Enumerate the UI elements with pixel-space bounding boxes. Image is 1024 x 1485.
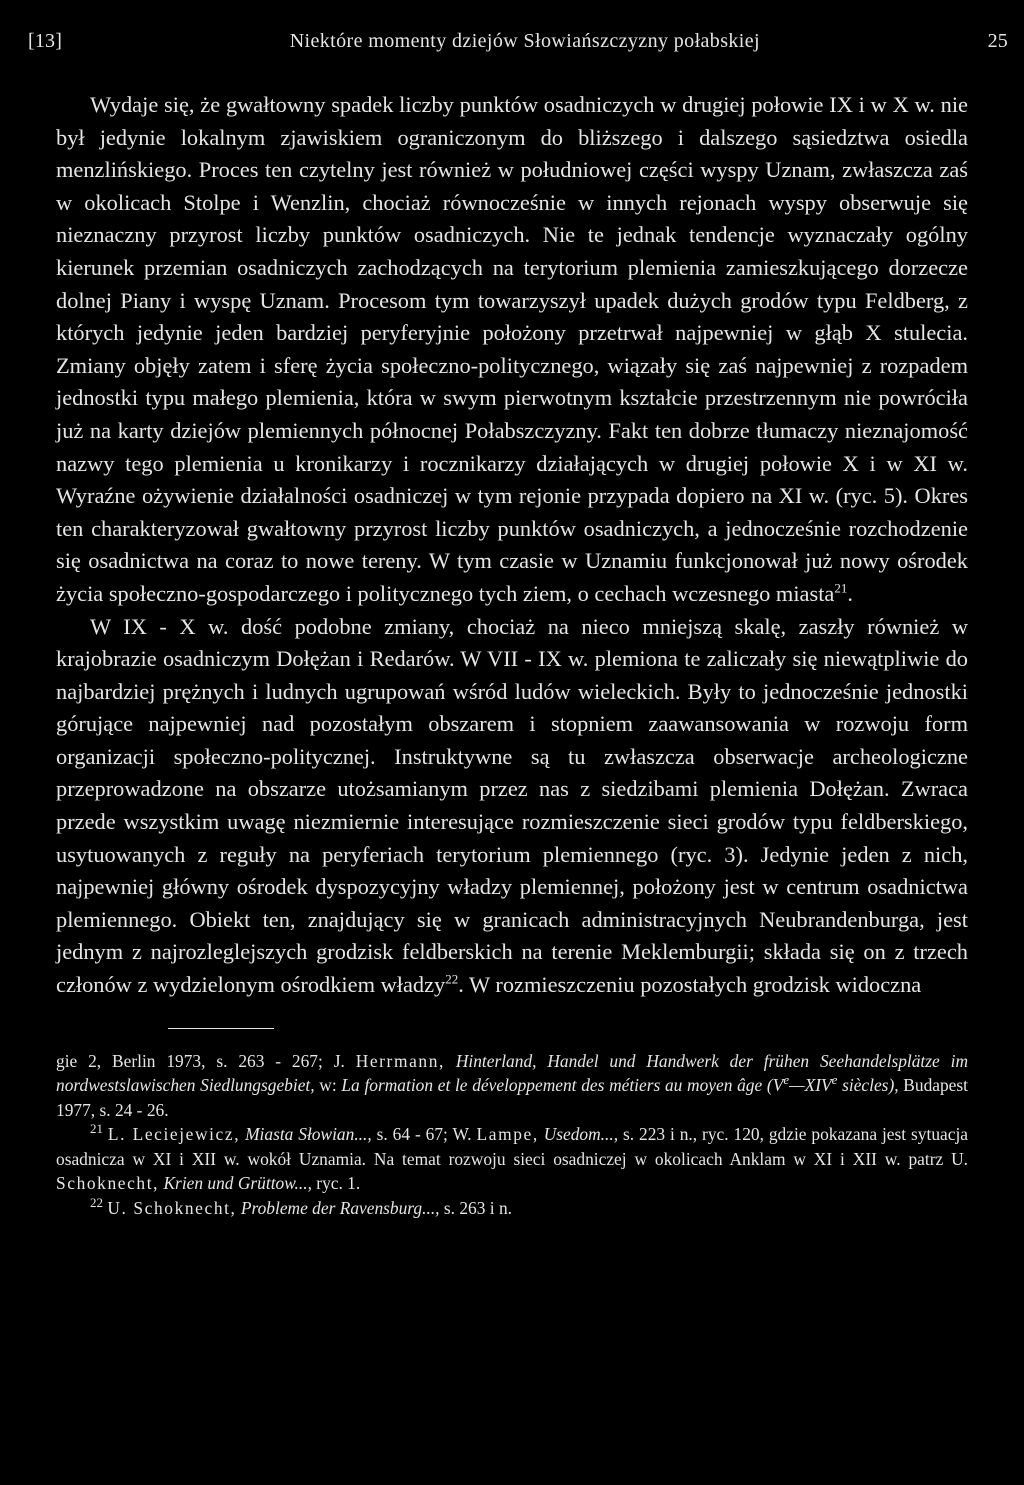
- footnote-title-part: La formation et le développement des métiers au moyen âge (V: [341, 1075, 784, 1096]
- superscript: e: [783, 1072, 790, 1088]
- footnote-text: Budapest 1977, s. 24 - 26.: [56, 1075, 969, 1120]
- footnote-author: L. Leciejewicz,: [107, 1124, 241, 1145]
- footnote-text: s. 223 i n., ryc. 120, gdzie pokazana jest sytuacja osadnicza w XI i XII w. wokół Uznamia. Na temat rozwoju sieci osadniczej w okolicach Anklam w XI i XII w. patrz U.: [56, 1124, 968, 1169]
- footnote-title-part: siècles),: [837, 1075, 899, 1096]
- footnote-text: w:: [314, 1075, 342, 1096]
- footnote-title: Probleme der Ravensburg...,: [240, 1197, 440, 1218]
- footnote-author: Schoknecht,: [56, 1173, 160, 1194]
- footnote-text: gie 2, Berlin 1973, s. 263 - 267; J.: [56, 1050, 356, 1071]
- running-head: [28, 30, 1008, 53]
- footnote-continuation: [56, 1049, 968, 1123]
- footnote-title: Hinterland, Handel und Handwerk der frühen Seehandelsplätze im nordwestslawischen Siedlungsgebiet,: [56, 1050, 968, 1096]
- footnote-author: Lampe,: [476, 1124, 539, 1145]
- paragraph-end: .: [847, 580, 853, 606]
- running-title: Niektóre momenty dziejów Słowiańszczyzny połabskiej: [289, 30, 760, 52]
- footnote-title-part: —XIV: [789, 1075, 832, 1096]
- footnote-author: Herrmann,: [355, 1050, 445, 1071]
- footnote-22: [56, 1196, 968, 1221]
- footnotes: [56, 1049, 968, 1221]
- footnote-title: Miasta Słowian...,: [245, 1124, 372, 1145]
- paragraph-text: Wydaje się, że gwałtowny spadek liczby punktów osadniczych w drugiej połowie IX i w X w. nie był jedynie lokalnym zjawiskiem ograniczonym do bliższego i dalszego sąsiedztwa osiedla menzlińskiego. Proces ten czytelny jest również w południowej części wyspy Uznam, zwłaszcza zaś w okolicach Stolpe i Wenzlin, chociaż równocześnie w innych rejonach wyspy obserwuje się nieznaczny przyrost liczby punktów osadniczych. Nie te jednak tendencje wyznaczały ogólny kierunek przemian osadniczych zachodzących na terytorium plemienia zamieszkującego dorzecze dolnej Piany i wyspę Uznam. Procesom tym towarzyszył upadek dużych grodów typu Feldberg, z których jedynie jeden bardziej peryferyjnie położony przetrwał najpewniej w głąb X stulecia. Zmiany objęły zatem i sferę życia społeczno-politycznego, wiązały się zaś najpewniej z rozpadem jednostki typu małego plemienia, która w swym pierwotnym kształcie przestrzennym nie powróciła już na karty dziejów plemiennych północnej Połabszczyzny. Fakt ten dobrze tłumaczy nieznajomość nazwy tego plemienia u kronikarzy i rocznikarzy działających w drugiej połowie X i w XI w. Wyraźne ożywienie działalności osadniczej w tym rejonie przypada dopiero na XI w. (ryc. 5). Okres ten charakteryzował gwałtowny przyrost liczby punktów osadniczych, a jednocześnie rozchodzenie się osadnictwa na coraz to nowe tereny. W tym czasie w Uznamiu funkcjonował już nowy ośrodek życia społeczno-gospodarczego i politycznego tych ziem, o cechach wczesnego miasta: [56, 92, 968, 606]
- footnote-title: Usedom...,: [543, 1124, 619, 1145]
- footnote-ref-22[interactable]: 22: [445, 971, 459, 987]
- footnote-text: ryc. 1.: [311, 1173, 361, 1194]
- superscript: e: [831, 1072, 838, 1088]
- book-page: [28, 30, 1008, 1220]
- page-number: 25: [987, 30, 1008, 52]
- paragraph: [56, 89, 968, 611]
- footnote-title: [341, 1072, 899, 1096]
- paragraph-end: . W rozmieszczeniu pozostałych grodzisk widoczna: [458, 972, 922, 998]
- footnote-title: Krien und Grüttow...,: [163, 1173, 312, 1194]
- footnote-separator: [168, 1028, 274, 1029]
- main-text: [56, 89, 968, 1002]
- page-section-number: [13]: [28, 30, 63, 52]
- footnote-ref-21[interactable]: 21: [834, 580, 848, 596]
- footnote-text: s. 263 i n.: [439, 1197, 512, 1218]
- footnote-21: [56, 1122, 968, 1196]
- footnote-text: s. 64 - 67; W.: [371, 1124, 477, 1145]
- paragraph: [56, 611, 968, 1002]
- footnote-number: 22: [90, 1194, 103, 1210]
- footnote-author: U. Schoknecht,: [107, 1197, 237, 1218]
- paragraph-text: W IX - X w. dość podobne zmiany, chociaż na nieco mniejszą skalę, zaszły również w krajobrazie osadniczym Dołężan i Redarów. W VII - IX w. plemiona te zaliczały się niewątpliwie do najbardziej prężnych i ludnych ugrupowań wśród ludów wieleckich. Były to jednocześnie jednostki górujące najpewniej nad pozostałym obszarem i stopniem zaawansowania w rozwoju form organizacji społeczno-politycznej. Instruktywne są tu zwłaszcza obserwacje archeologiczne przeprowadzone na obszarze utożsamianym przez nas z siedzibami plemienia Dołężan. Zwraca przede wszystkim uwagę niezmiernie interesujące rozmieszczenie sieci grodów typu feldberskiego, usytuowanych z reguły na peryferiach terytorium plemiennego (ryc. 3). Jedynie jeden z nich, najpewniej główny ośrodek dyspozycyjny władzy plemiennej, położony jest w centrum osadnictwa plemiennego. Obiekt ten, znajdujący się w granicach administracyjnych Neubrandenburga, jest jednym z najrozleglejszych grodzisk feldberskich na terenie Meklemburgii; składa się on z trzech członów z wydzielonym ośrodkiem władzy: [56, 613, 968, 998]
- footnote-number: 21: [90, 1121, 103, 1137]
